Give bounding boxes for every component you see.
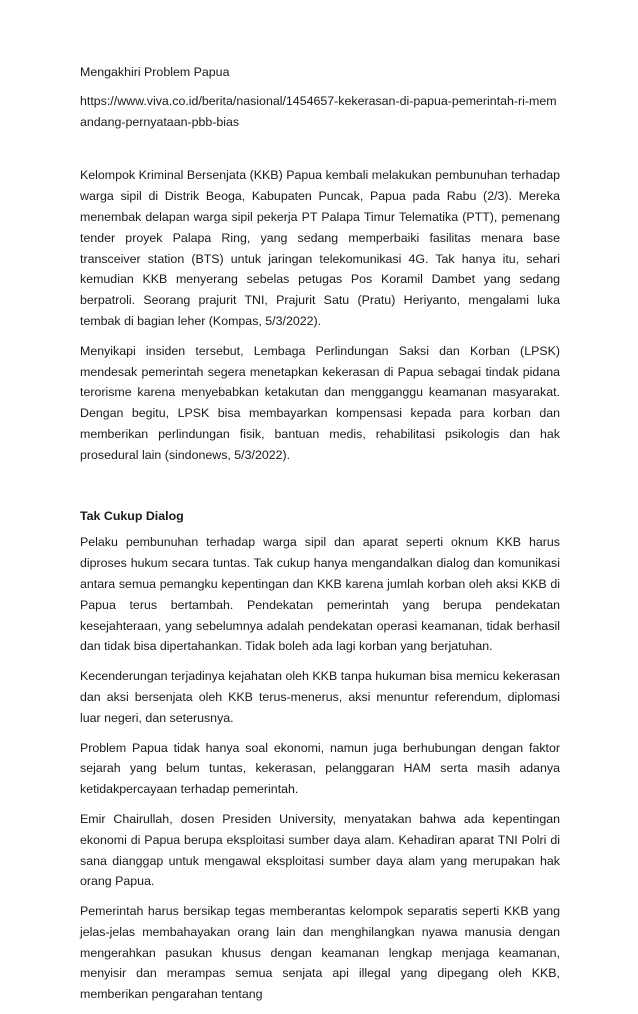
source-url: https://www.viva.co.id/berita/nasional/1454657-kekerasan-di-papua-pemerintah-ri-memandang-pernyataan-pbb-bias [80,93,557,129]
intro-paragraph-2: Menyikapi insiden tersebut, Lembaga Perlindungan Saksi dan Korban (LPSK) mendesak pemerintah segera menetapkan kekerasan di Papua sebagai tindak pidana terorisme karena menyebabkan ketakutan dan mengganggu keamanan masyarakat. Dengan begitu, LPSK bisa membayarkan kompensasi kepada para korban dan memberikan perlindungan fisik, bantuan medis, rehabilitasi psikologis dan hak prosedural lain (sindonews, 5/3/2022). [80,343,560,462]
section-paragraph-3: Problem Papua tidak hanya soal ekonomi, namun juga berhubungan dengan faktor sejarah yang belum tuntas, kekerasan, pelanggaran HAM serta masih adanya ketidakpercayaan terhadap pemerintah. [80,740,560,797]
document-title: Mengakhiri Problem Papua [80,65,230,79]
spacer [80,132,560,165]
document-page [80,62,560,1014]
section-paragraph-4: Emir Chairullah, dosen Presiden University, menyatakan bahwa ada kepentingan ekonomi di Papua berupa eksploitasi sumber daya alam. Kehadiran aparat TNI Polri di sana dianggap untuk mengawal eksploitasi sumber daya alam yang merupakan hak orang Papua. [80,811,560,889]
section-heading: Tak Cukup Dialog [80,508,184,523]
section-paragraph-5: Pemerintah harus bersikap tegas memberantas kelompok separatis seperti KKB yang jelas-jelas membahayakan orang lain dan menghilangkan nyawa manusia dengan mengerahkan pasukan khusus dengan keamanan lengkap menjaga keamanan, menyisir dan merampas semua senjata api illegal yang dipegang oleh KKB, memberikan pengarahan tentang [80,904,560,1002]
spacer [80,475,560,506]
intro-paragraph-1: Kelompok Kriminal Bersenjata (KKB) Papua kembali melakukan pembunuhan terhadap warga sipil di Distrik Beoga, Kabupaten Puncak, Papua pada Rabu (2/3). Mereka menembak delapan warga sipil pekerja PT Palapa Timur Telematika (PTT), pemenang tender proyek Palapa Ring, yang sedang memperbaiki fasilitas menara base transceiver station (BTS) untuk jaringan telekomunikasi 4G. Tak hanya itu, sehari kemudian KKB menyerang sebelas petugas Pos Koramil Dambet yang sedang berpatroli. Seorang prajurit TNI, Prajurit Satu (Pratu) Heriyanto, mengalami luka tembak di bagian leher (Kompas, 5/3/2022). [80,168,560,328]
section-paragraph-1: Pelaku pembunuhan terhadap warga sipil dan aparat seperti oknum KKB harus diproses hukum secara tuntas. Tak cukup hanya mengandalkan dialog dan komunikasi antara semua pemangku kepentingan dan KKB karena jumlah korban oleh aksi KKB di Papua terus bertambah. Pendekatan pemerintah yang berupa pendekatan kesejahteraan, yang sebelumnya adalah pendekatan operasi keamanan, tidak berhasil dan tidak bisa dipertahankan. Tidak boleh ada lagi korban yang berjatuhan. [80,535,560,654]
section-paragraph-2: Kecenderungan terjadinya kejahatan oleh KKB tanpa hukuman bisa memicu kekerasan dan aksi bersenjata oleh KKB terus-menerus, aksi menuntur referendum, diplomasi luar negeri, dan seterusnya. [80,669,560,725]
